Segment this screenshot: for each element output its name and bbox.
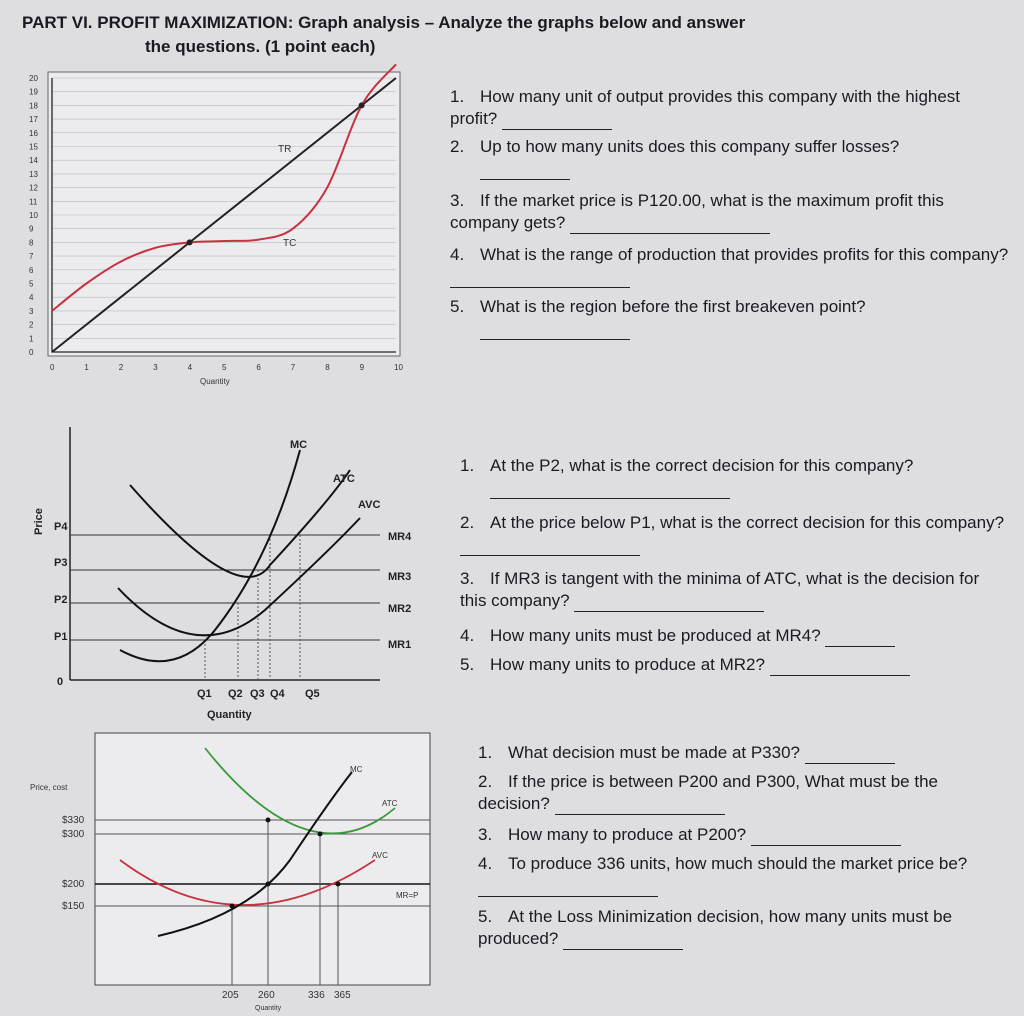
graph1-y-tick: 16: [29, 128, 38, 138]
graph1-y-tick: 11: [29, 197, 38, 207]
graph3-x-label: Quantity: [255, 1005, 282, 1012]
s3-answer-5[interactable]: [563, 949, 683, 950]
graph1-y-tick: 3: [29, 306, 34, 316]
s3-question-1: 1. What decision must be made at P330?: [478, 742, 1008, 764]
graph1-y-tick: 7: [29, 252, 34, 262]
graph1-x-tick: 3: [153, 363, 158, 372]
graph2-mr2-label: MR2: [388, 603, 412, 615]
s2-question-2: 2. At the price below P1, what is the correct decision for this company?: [460, 512, 1010, 556]
graph1-x-tick: 5: [222, 363, 227, 372]
graph2-mr3-label: MR3: [388, 571, 412, 583]
graph1-y-tick: 4: [29, 293, 34, 303]
graph3-point-330: [266, 818, 271, 823]
graph2-q3-label: Q3: [250, 688, 265, 700]
s1-answer-2[interactable]: [480, 179, 570, 180]
graph3-point-mr: [336, 882, 341, 887]
graph1-y-tick: 15: [29, 142, 38, 152]
s1-question-5: 5. What is the region before the first breakeven point?: [450, 296, 1010, 340]
graph2-mr4-label: MR4: [388, 531, 412, 543]
s1-answer-1[interactable]: [502, 129, 612, 130]
graph1-x-tick: 7: [290, 363, 296, 372]
graph3-point-300: [318, 832, 323, 837]
graph2-q4-label: Q4: [270, 688, 285, 700]
s2-question-4: 4. How many units must be produced at MR4?: [460, 625, 1010, 647]
s3-answer-2[interactable]: [555, 814, 725, 815]
graph1-x-tick: 4: [187, 363, 193, 372]
s2-question-1: 1. At the P2, what is the correct decision for this company?: [460, 455, 1010, 499]
graph1-y-tick: 2: [29, 320, 34, 330]
graph1-y-tick: 13: [29, 169, 38, 179]
graph1-y-tick: 9: [29, 224, 34, 234]
graph2-p3-label: P3: [54, 557, 68, 569]
s2-question-5: 5. How many units to produce at MR2?: [460, 654, 1010, 676]
graph1-y-tick: 8: [29, 238, 34, 248]
graph2-p4-label: P4: [54, 521, 68, 533]
graph3-y-200: $200: [62, 879, 85, 890]
graph3: [30, 733, 430, 1012]
graph3-x-336: 336: [308, 990, 325, 1001]
s1-answer-3[interactable]: [570, 233, 770, 234]
graph3-avc-label: AVC: [372, 851, 388, 860]
graph2-avc-curve: [118, 518, 360, 635]
graph1-y-tick: 20: [29, 74, 38, 83]
graph1-x-tick: 2: [118, 363, 124, 372]
graph1-x-tick: 6: [256, 363, 261, 372]
graph2-y-label: Price: [33, 508, 45, 535]
s1-question-1: 1. How many unit of output provides this company with the highest profit?: [450, 87, 961, 128]
s2-question-3: 3. If MR3 is tangent with the minima of ATC, what is the decision for this company?: [460, 569, 980, 610]
graph1-y-tick: 17: [29, 115, 38, 125]
graph3-y-150: $150: [62, 901, 85, 912]
graph2-mr1-label: MR1: [388, 639, 412, 651]
graph2-q1-label: Q1: [197, 688, 212, 700]
graph3-y-330: $330: [62, 815, 85, 826]
graph1-x-label: Quantity: [200, 377, 230, 386]
s1-answer-5[interactable]: [480, 339, 630, 340]
graph3-x-205: 205: [222, 990, 239, 1001]
s3-question-5: 5. At the Loss Minimization decision, how many units must be produced?: [478, 907, 953, 948]
graph3-mr-label: MR=P: [396, 891, 419, 900]
graph1-y-tick: 18: [29, 101, 38, 111]
s2-answer-2[interactable]: [460, 555, 640, 556]
s3-question-4: 4. To produce 336 units, how much should the market price be?: [478, 853, 1008, 897]
graph3-point-150: [230, 904, 235, 909]
graph3-y-300: $300: [62, 829, 85, 840]
graph1-breakeven-point-1: [187, 239, 193, 245]
s3-answer-4[interactable]: [478, 896, 658, 897]
page-title-line2: the questions. (1 point each): [145, 37, 376, 56]
s1-answer-4[interactable]: [450, 287, 630, 288]
graph1-tr-label: TR: [278, 144, 292, 155]
s2-answer-5[interactable]: [770, 675, 910, 676]
graph1-y-tick: 0: [29, 348, 34, 357]
s1-question-2: 2. Up to how many units does this company suffer losses?: [450, 136, 1010, 180]
graph2-q5-label: Q5: [305, 688, 320, 700]
graph3-x-365: 365: [334, 990, 351, 1001]
graph1-x-tick: 10: [394, 363, 403, 372]
graph1-y-tick: 19: [29, 87, 38, 97]
graph3-atc-label: ATC: [382, 799, 398, 808]
graph1-x-tick: 1: [84, 363, 89, 372]
s2-answer-3[interactable]: [574, 611, 764, 612]
graph1-y-tick: 1: [29, 334, 34, 344]
graph1-x-tick: 8: [325, 363, 330, 372]
graph2-mc-label: MC: [290, 439, 308, 451]
s2-answer-4[interactable]: [825, 646, 895, 647]
graph1-tc-label: TC: [283, 238, 297, 249]
page-title-line1: PART VI. PROFIT MAXIMIZATION: Graph analysis – Analyze the graphs below and answer: [22, 13, 746, 32]
graph1-y-tick: 12: [29, 183, 38, 193]
graph1-y-tick: 14: [29, 156, 38, 166]
graph2-avc-label: AVC: [358, 499, 381, 511]
graph1-x-tick: 9: [359, 363, 365, 372]
graph2: [33, 427, 412, 721]
graph1-x-tick: 0: [50, 363, 55, 372]
s2-answer-1[interactable]: [490, 498, 730, 499]
s1-question-3: 3. If the market price is P120.00, what is the maximum profit this company gets?: [450, 191, 944, 232]
graph3-mc-label: MC: [350, 765, 363, 774]
graph2-mc-curve: [120, 450, 300, 661]
s3-question-2: 2. If the price is between P200 and P300, What must be the decision?: [478, 772, 938, 813]
graph1-y-tick: 6: [29, 265, 34, 275]
graph3-x-260: 260: [258, 990, 275, 1001]
graph2-q2-label: Q2: [228, 688, 243, 700]
graph2-p1-label: P1: [54, 631, 68, 643]
s3-question-3: 3. How many to produce at P200?: [478, 824, 1008, 846]
graph2-x-label: Quantity: [207, 709, 252, 721]
s3-answer-3[interactable]: [751, 845, 901, 846]
graph3-y-label: Price, cost: [30, 783, 68, 792]
graph2-origin-label: 0: [57, 676, 64, 688]
s3-answer-1[interactable]: [805, 763, 895, 764]
graph1-y-tick: 5: [29, 279, 34, 289]
s1-question-4: 4. What is the range of production that provides profits for this company?: [450, 244, 1010, 288]
graph2-p2-label: P2: [54, 594, 68, 606]
graph1-y-tick: 10: [29, 211, 38, 220]
graph3-point-200: [266, 882, 271, 887]
graph1-breakeven-point-2: [359, 102, 365, 108]
graph2-atc-label: ATC: [333, 473, 355, 485]
